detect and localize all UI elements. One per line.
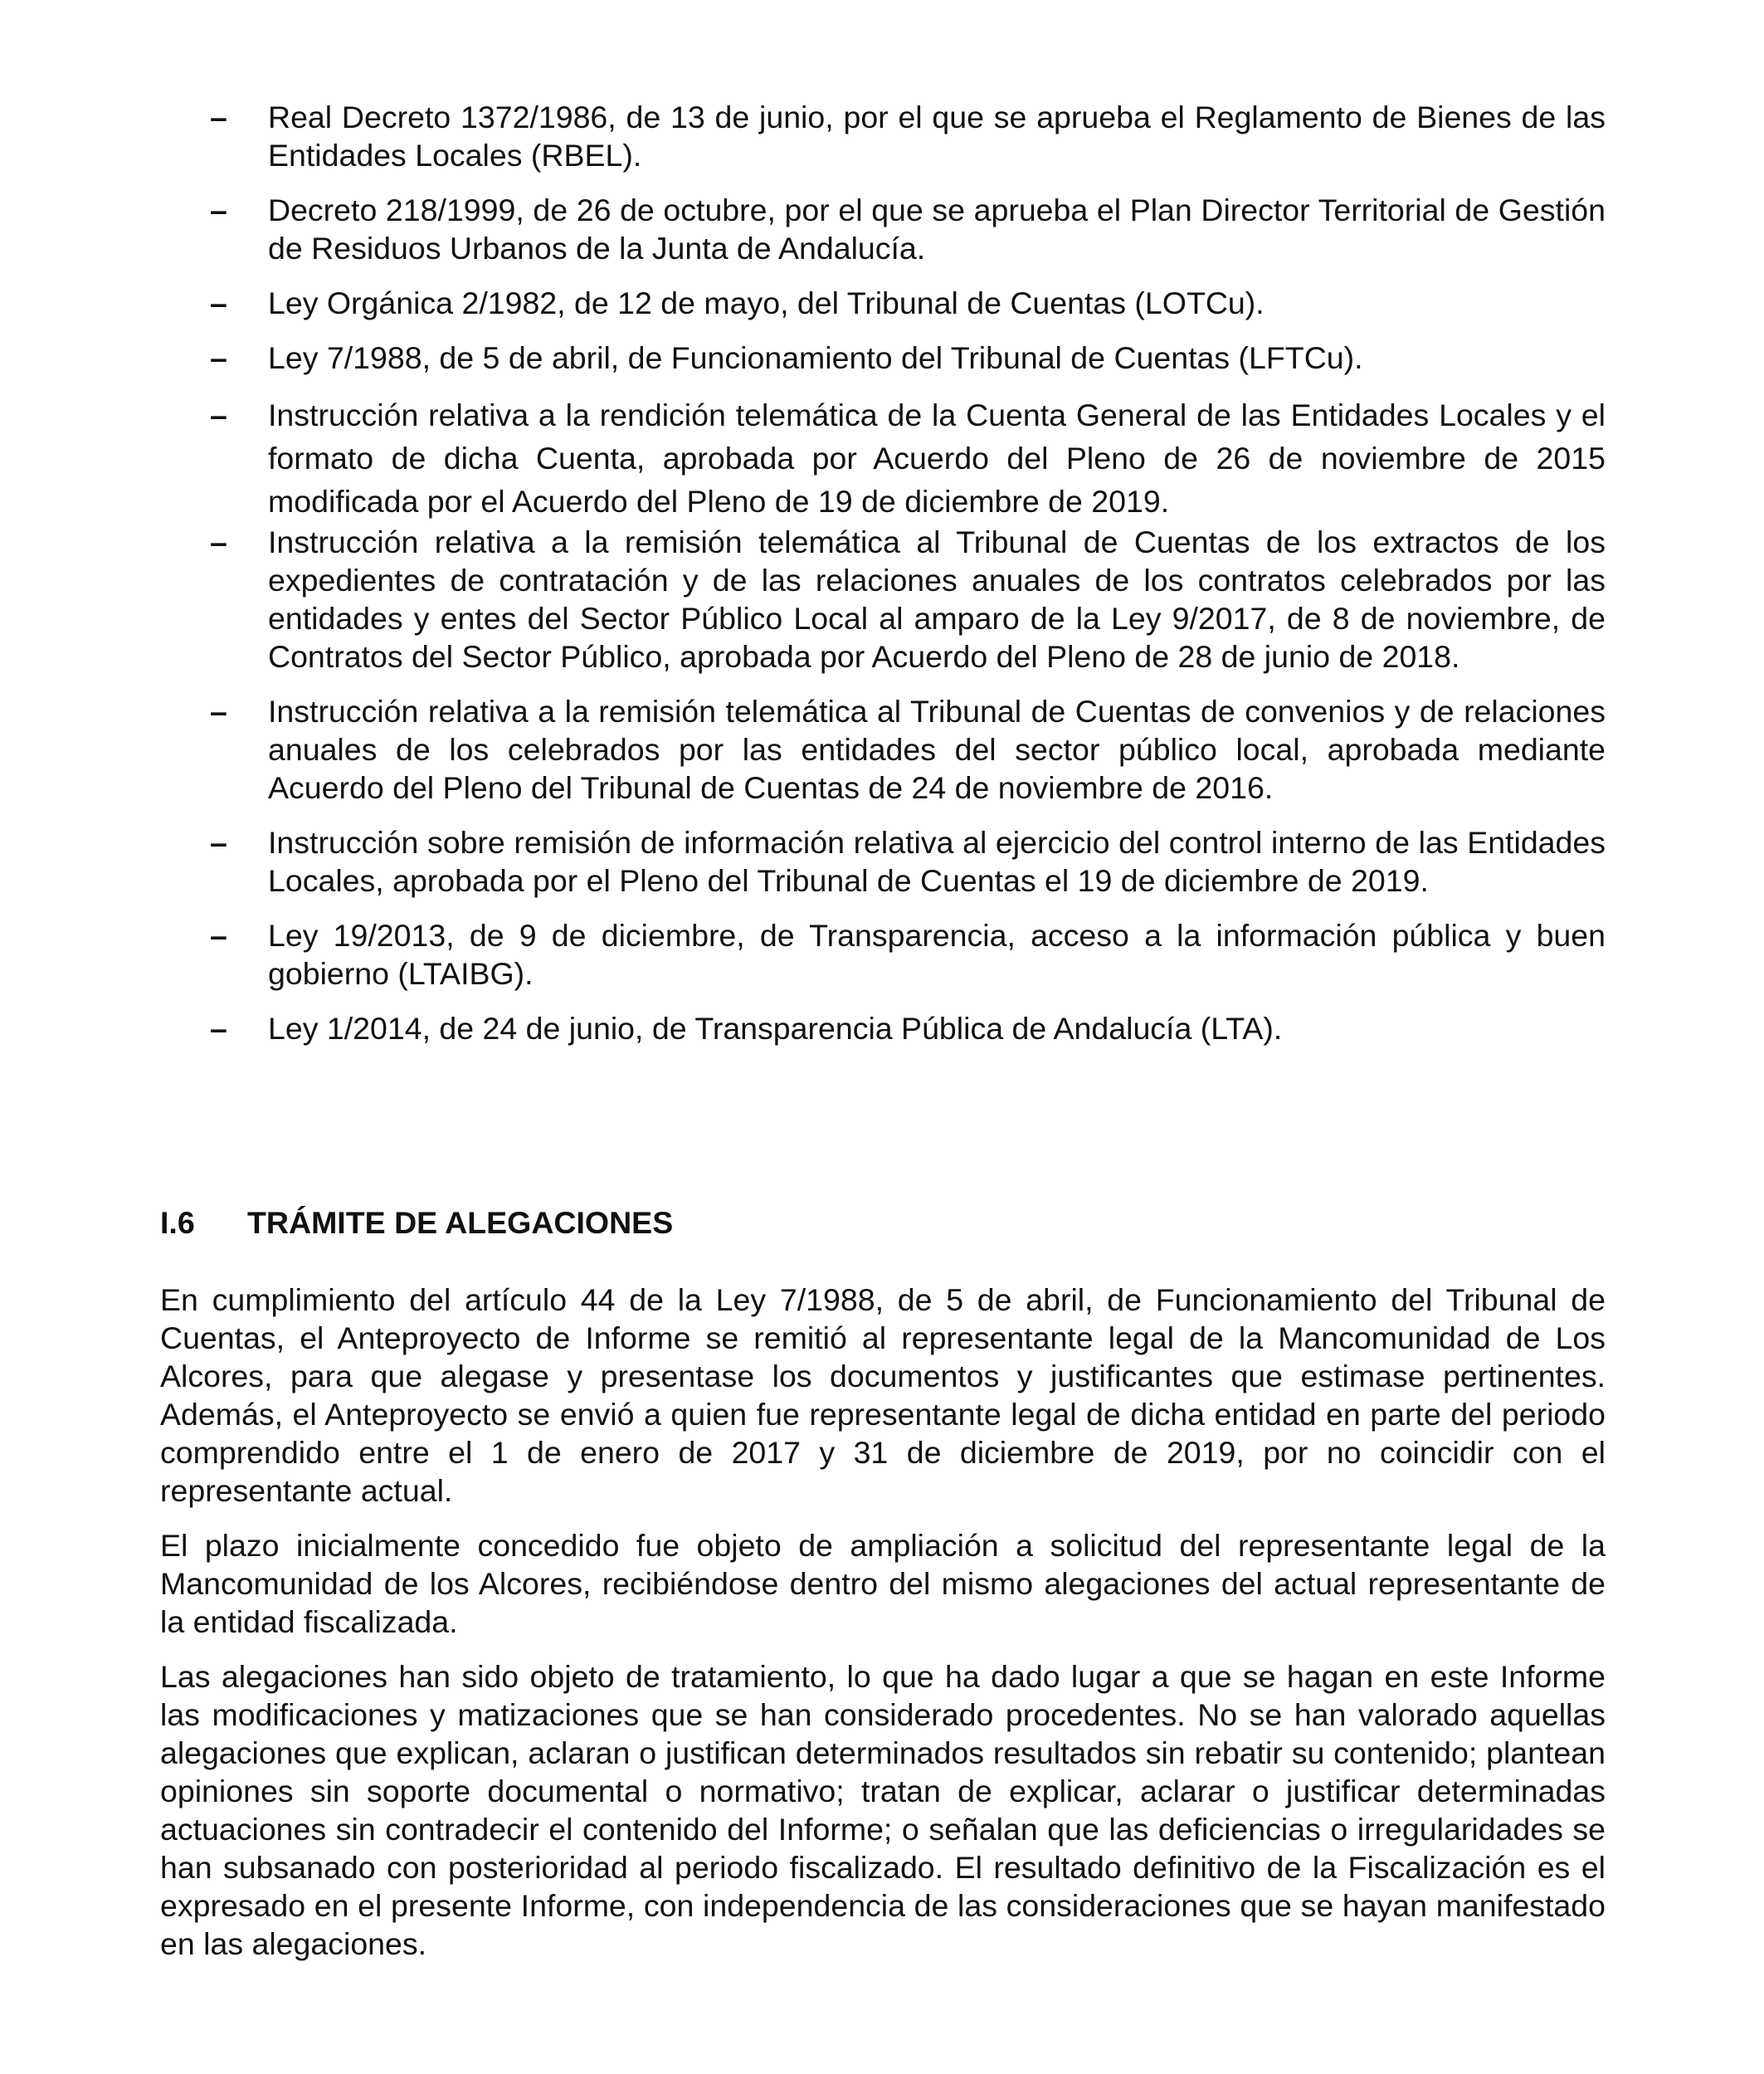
list-item-text: Instrucción relativa a la rendición telemática de la Cuenta General de las Entidades Locales y el formato de dicha Cuenta, aprobada por Acuerdo del Pleno de 26 de noviembre de 2015 modificada por el Acuerdo del Pleno de 19 de diciembre de 2019. bbox=[268, 398, 1606, 519]
list-dash: – bbox=[210, 100, 227, 134]
list-item bbox=[210, 339, 1606, 377]
list-dash: – bbox=[210, 398, 227, 432]
list-item-text: Instrucción relativa a la remisión telemática al Tribunal de Cuentas de convenios y de relaciones anuales de los celebrados por las entidades del sector público local, aprobada mediante Acuerdo del Pleno del Tribunal de Cuentas de 24 de noviembre de 2016. bbox=[268, 694, 1606, 805]
list-item-text: Ley Orgánica 2/1982, de 12 de mayo, del Tribunal de Cuentas (LOTCu). bbox=[268, 285, 1265, 320]
list-dash: – bbox=[210, 285, 227, 320]
list-item-text: Ley 19/2013, de 9 de diciembre, de Transparencia, acceso a la información pública y buen gobierno (LTAIBG). bbox=[268, 918, 1606, 991]
list-item bbox=[210, 98, 1606, 174]
list-item-text: Ley 1/2014, de 24 de junio, de Transparencia Pública de Andalucía (LTA). bbox=[268, 1011, 1283, 1046]
list-item-text: Decreto 218/1999, de 26 de octubre, por el que se aprueba el Plan Director Territorial de Gestión de Residuos Urbanos de la Junta de Andalucía. bbox=[268, 193, 1606, 266]
list-dash: – bbox=[210, 918, 227, 953]
body-paragraph: Las alegaciones han sido objeto de tratamiento, lo que ha dado lugar a que se hagan en este Informe las modificaciones y matizaciones que se han considerado procedentes. No se han valorado aquellas alegaciones que explican, aclaran o justifican determinados resultados sin rebatir su contenido; plantean opiniones sin soporte documental o normativo; tratan de explicar, aclarar o justificar determinadas actuaciones sin contradecir el contenido del Informe; o señalan que las deficiencias o irregularidades se han subsanado con posterioridad al periodo fiscalizado. El resultado definitivo de la Fiscalización es el expresado en el presente Informe, con independencia de las consideraciones que se hayan manifestado en las alegaciones. bbox=[160, 1659, 1606, 1961]
list-dash: – bbox=[210, 825, 227, 860]
list-dash: – bbox=[210, 340, 227, 375]
body-paragraph: El plazo inicialmente concedido fue objeto de ampliación a solicitud del representante legal de la Mancomunidad de los Alcores, recibiéndose dentro del mismo alegaciones del actual representante de la entidad fiscalizada. bbox=[160, 1528, 1606, 1639]
list-item bbox=[210, 284, 1606, 322]
list-item-text: Instrucción relativa a la remisión telemática al Tribunal de Cuentas de los extractos de los expedientes de contratación y de las relaciones anuales de los contratos celebrados por las entidades y entes del Sector Público Local al amparo de la Ley 9/2017, de 8 de noviembre, de Contratos del Sector Público, aprobada por Acuerdo del Pleno de 28 de junio de 2018. bbox=[268, 525, 1606, 674]
list-item-text: Instrucción sobre remisión de información relativa al ejercicio del control interno de las Entidades Locales, aprobada por el Pleno del Tribunal de Cuentas el 19 de diciembre de 2019. bbox=[268, 825, 1606, 898]
list-dash: – bbox=[210, 1011, 227, 1046]
list-dash: – bbox=[210, 694, 227, 729]
list-dash: – bbox=[210, 193, 227, 227]
list-item bbox=[210, 1009, 1606, 1047]
legislation-list bbox=[210, 98, 1606, 1064]
section-number: I.6 bbox=[160, 1205, 195, 1240]
list-dash: – bbox=[210, 525, 227, 559]
list-item bbox=[210, 692, 1606, 807]
section-heading bbox=[160, 1203, 1606, 1242]
list-item bbox=[210, 191, 1606, 267]
body-paragraph: En cumplimiento del artículo 44 de la Ley 7/1988, de 5 de abril, de Funcionamiento del Tribunal de Cuentas, el Anteproyecto de Informe se remitió al representante legal de la Mancomunidad de Los Alcores, para que alegase y presentase los documentos y justificantes que estimase pertinentes. Además, el Anteproyecto se envió a quien fue representante legal de dicha entidad en parte del periodo comprendido entre el 1 de enero de 2017 y 31 de diciembre de 2019, por no coincidir con el representante actual. bbox=[160, 1282, 1606, 1508]
list-item-text: Real Decreto 1372/1986, de 13 de junio, por el que se aprueba el Reglamento de Bienes de las Entidades Locales (RBEL). bbox=[268, 100, 1606, 173]
list-item bbox=[210, 523, 1606, 676]
list-item bbox=[210, 393, 1606, 523]
list-item bbox=[210, 823, 1606, 900]
section-body bbox=[160, 1281, 1606, 1979]
list-item bbox=[210, 916, 1606, 993]
list-item-text: Ley 7/1988, de 5 de abril, de Funcionamiento del Tribunal de Cuentas (LFTCu). bbox=[268, 340, 1363, 375]
section-title: TRÁMITE DE ALEGACIONES bbox=[247, 1205, 674, 1240]
